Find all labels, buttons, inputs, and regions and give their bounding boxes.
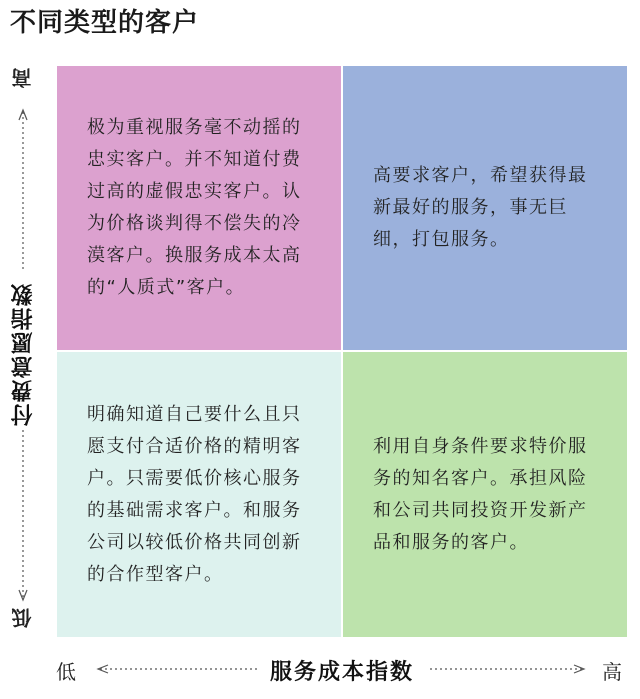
quadrant-text: 利用自身条件要求特价服务的知名客户。承担风险和公司共同投资开发新产品和服务的客户。 xyxy=(373,435,588,553)
quadrant-text: 高要求客户，希望获得最新最好的服务，事无巨细，打包服务。 xyxy=(373,165,588,250)
x-axis-high-label: 高 xyxy=(602,660,622,684)
x-axis-low-label: 低 xyxy=(56,660,76,684)
y-axis-high-label: 高 xyxy=(11,68,35,88)
quadrant-text: 明确知道自己要什么且只愿支付合适价格的精明客户。只需要低价核心服务的基础需求客户。和服务公司以较低价格共同创新的合作型客户。 xyxy=(87,403,302,585)
y-axis-title: 付费意愿指数 xyxy=(11,282,36,426)
diagram-title: 不同类型的客户 xyxy=(10,8,200,38)
quadrant-text: 极为重视服务毫不动摇的忠实客户。并不知道付费过高的虚假忠实客户。认为价格谈判得不偿失的冷漠客户。换服务成本太高的“人质式”客户。 xyxy=(87,117,302,298)
y-axis-low-label: 低 xyxy=(11,608,35,628)
x-axis-title: 服务成本指数 xyxy=(270,660,415,685)
